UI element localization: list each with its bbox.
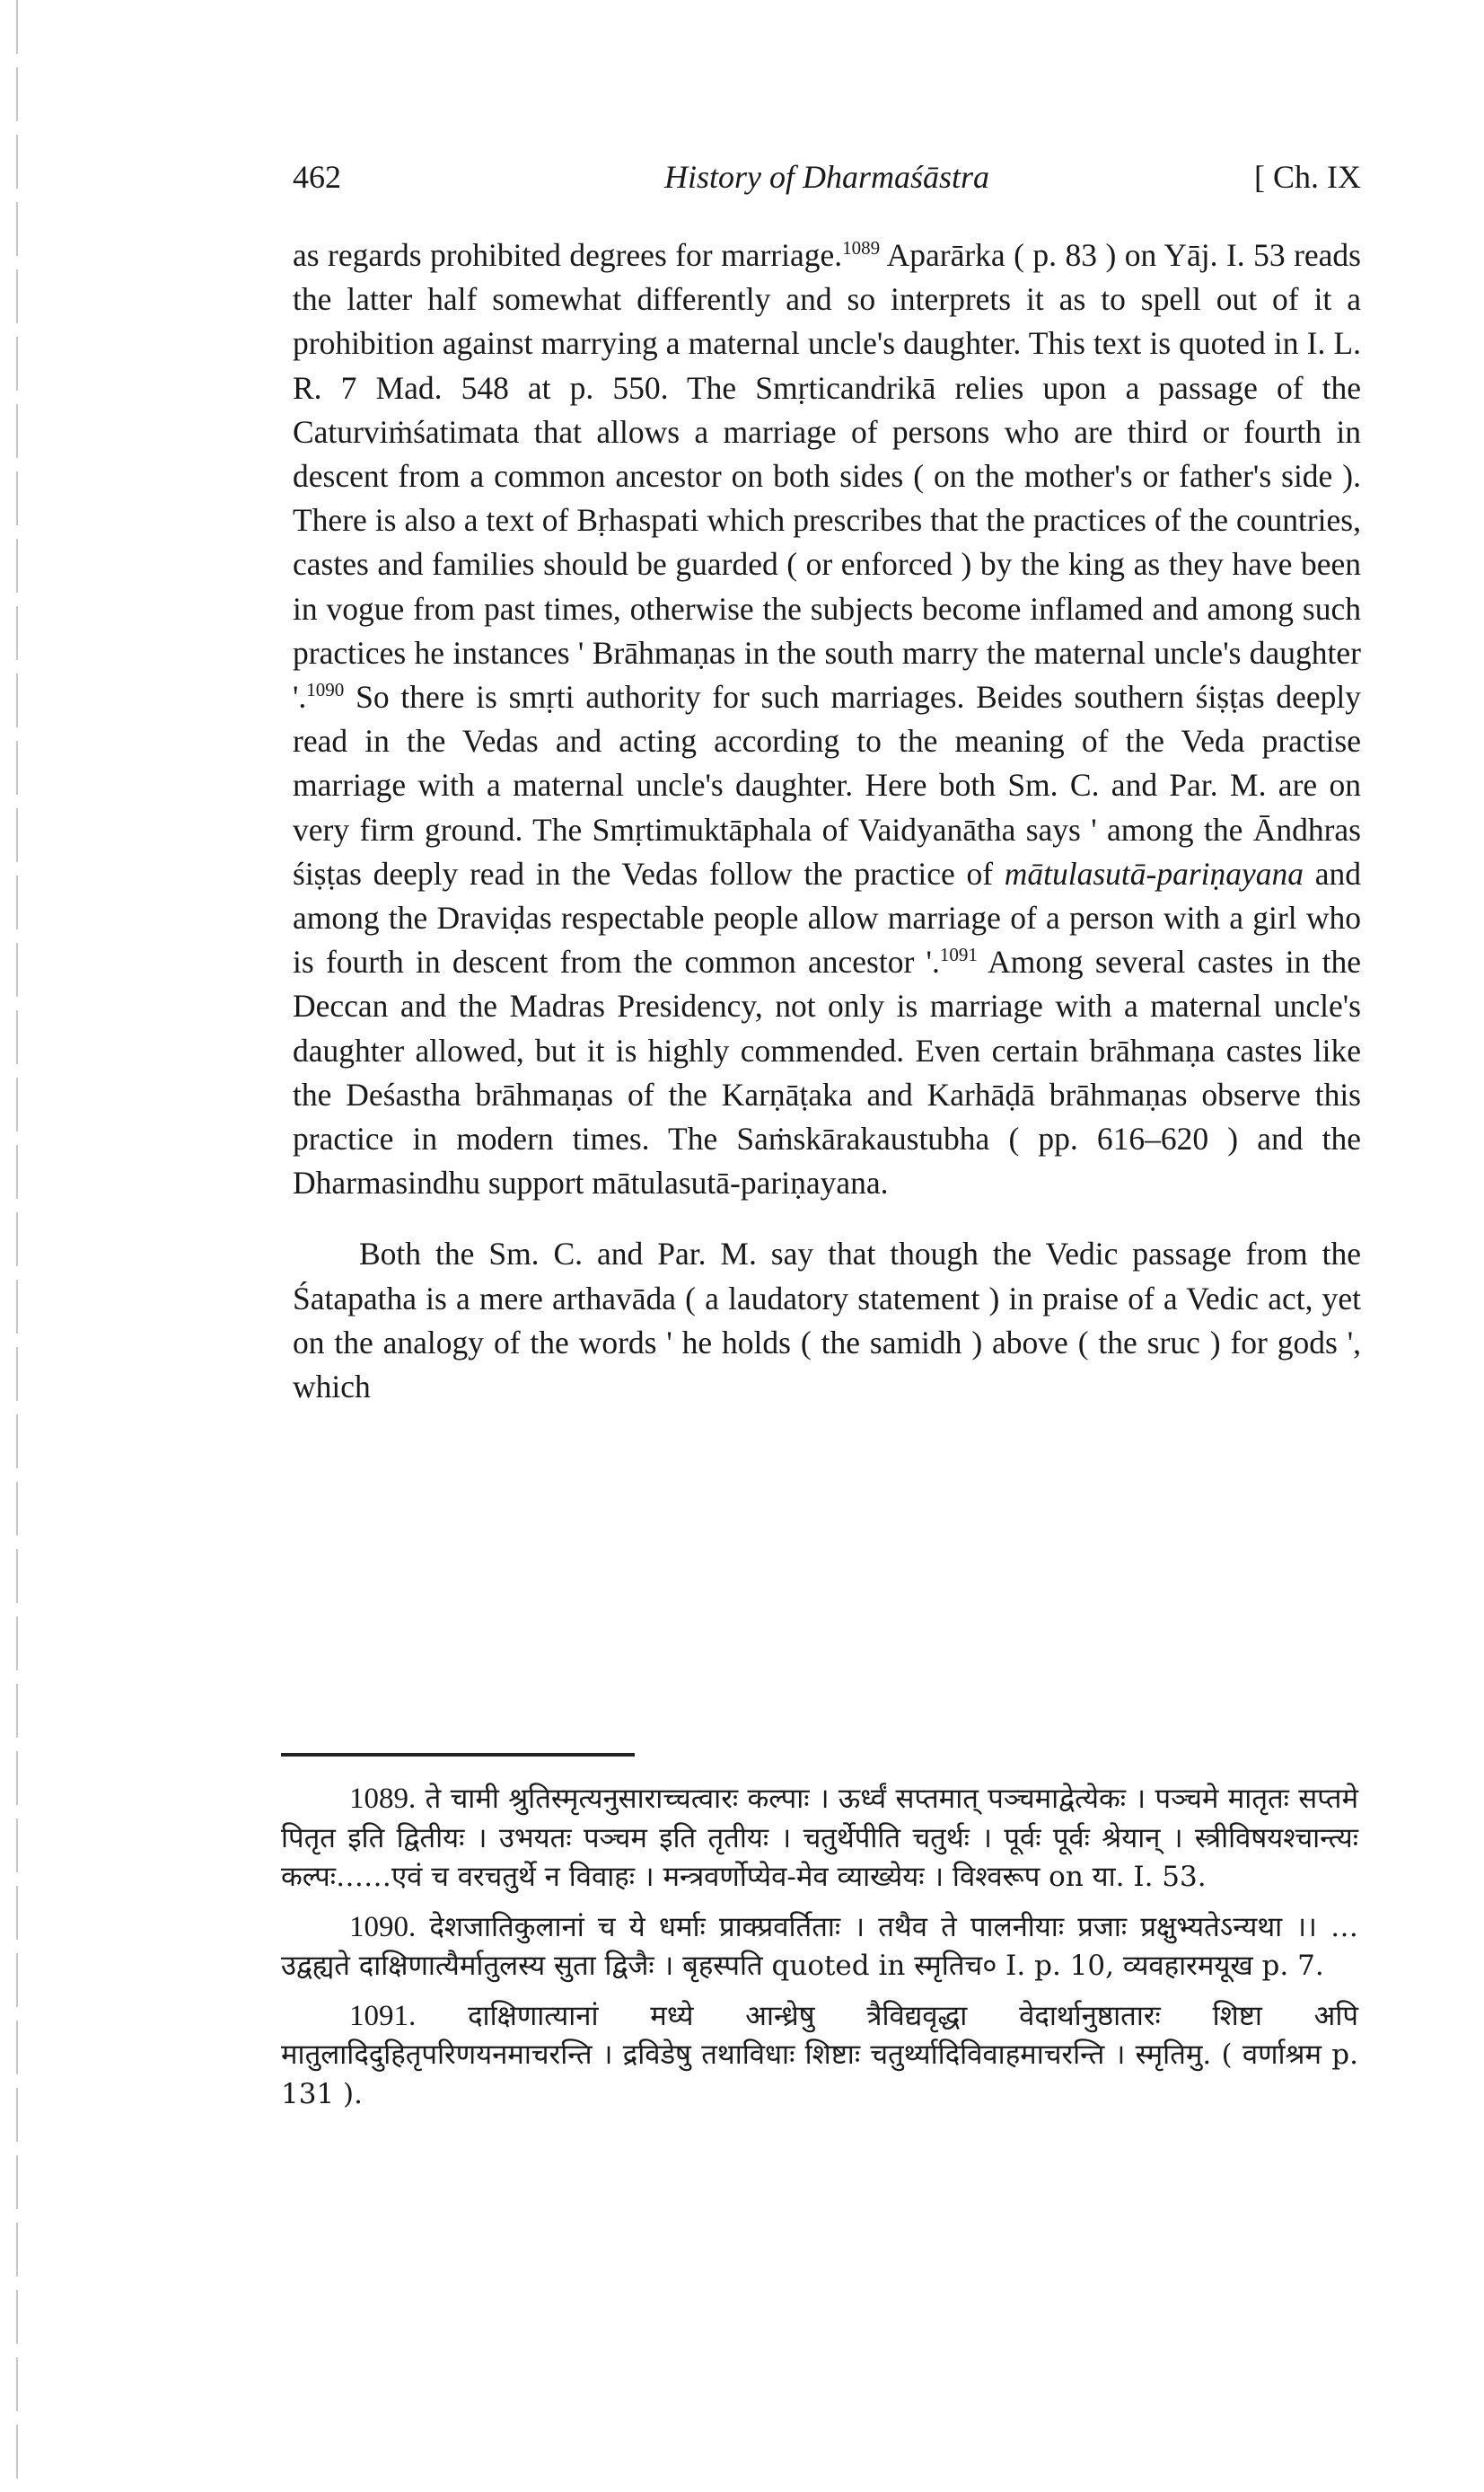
- chapter-reference: [ Ch. IX: [1254, 159, 1361, 195]
- text-run: as regards prohibited degrees for marriage.: [293, 237, 843, 273]
- page-number: 462: [293, 159, 341, 195]
- running-title: History of Dharmaśāstra: [663, 159, 990, 195]
- text-run: Both the Sm. C. and Par. M. say that though the Vedic passage from the Śatapatha is a mere arthavāda ( a laudatory statement ) in praise of a Vedic act, yet on the analogy of the words ' he holds ( the samidh ) above ( the sruc ) for gods ', which: [293, 1236, 1361, 1405]
- footnote: [281, 1908, 1358, 1986]
- footnote-number: 1091.: [349, 1999, 417, 2032]
- text-run: and among the Draviḍas respectable people allow marriage of a person with a girl who is fourth in descent from the common ancestor '.: [293, 855, 1361, 981]
- main-text: [293, 233, 1361, 1409]
- footnote-ref: 1089: [842, 237, 881, 260]
- paragraph: [293, 233, 1361, 1205]
- text-run: Aparārka ( p. 83 ) on Yāj. I. 53 reads the latter half somewhat differently and so interprets it as to spell out of it a prohibition against marrying a maternal uncle's daughter. This text is quoted in I. L. R. 7 Mad. 548 at p. 550. The Smṛticandrikā relies upon a passage of the Caturviṁśatimata that allows a marriage of persons who are third or fourth in descent from a common ancestor on both sides ( on the mother's or father's side ). There is also a text of Bṛhaspati which prescribes that the practices of the countries, castes and families should be guarded ( or enforced ) by the king as they have been in vogue from past times, otherwise the subjects become inflamed and among such practices he instances ' Brāhmaṇas in the south marry the maternal uncle's daughter '.: [293, 237, 1361, 716]
- footnote-divider: [281, 1753, 635, 1757]
- page-header: [293, 158, 1361, 203]
- footnote-ref: 1091: [939, 944, 978, 966]
- footnote-number: 1089.: [349, 1783, 417, 1815]
- text-run: Among several castes in the Deccan and the Madras Presidency, not only is marriage with a maternal uncle's daughter allowed, but it is highly commended. Even certain brāhmaṇa castes like the Deśastha brāhmaṇas of the Karṇāṭaka and Karhāḍā brāhmaṇas observe this practice in modern times. The Saṁskārakaustubha ( pp. 616–620 ) and the Dharmasindhu support mātulasutā-pariṇayana.: [293, 944, 1361, 1202]
- paragraph: [293, 1232, 1361, 1409]
- footnotes: [281, 1780, 1358, 2125]
- scan-edge-line: [16, 0, 18, 2492]
- footnote-number: 1090.: [349, 1910, 417, 1943]
- italic-term: mātulasutā-pariṇayana: [1004, 855, 1304, 892]
- footnote-text: देशजातिकुलानां च ये धर्माः प्राक्प्रवर्तिताः । तथैव ते पालनीयाः प्रजाः प्रक्षुभ्यतेऽन्यथा ।। … उद्वह्यते दाक्षिणात्यैर्मातुलस्य सुता द्विजैः । बृहस्पति quoted in स्मृतिच० I. p. 10, व्यवहारमयूख p. 7.: [281, 1910, 1358, 1982]
- footnote-text: ते चामी श्रुतिस्मृत्यनुसाराच्चत्वारः कल्पाः । ऊर्ध्वं सप्तमात् पञ्चमाद्वेत्येकः । पञ्चमे मातृतः सप्तमे पितृत इति द्वितीयः । उभयतः पञ्चम इति तृतीयः । चतुर्थेपीति चतुर्थः । पूर्वः पूर्वः श्रेयान् । स्त्रीविषयश्चान्त्यः कल्पः……एवं च वरचतुर्थे न विवाहः । मन्त्रवर्णोप्येव-मेव व्याख्येयः । विश्वरूप on या. I. 53.: [281, 1783, 1358, 1893]
- footnote-text: दाक्षिणात्यानां मध्ये आन्ध्रेषु त्रैविद्यवृद्धा वेदार्थानुष्ठातारः शिष्टा अपि मातुलादिदुहितृपरिणयनमाचरन्ति । द्रविडेषु तथाविधाः शिष्टाः चतुर्थ्यादिविवाहमाचरन्ति । स्मृतिमु. ( वर्णाश्रम p. 131 ).: [281, 1999, 1359, 2110]
- footnote-ref: 1090: [306, 679, 345, 701]
- text-run: So there is smṛti authority for such marriages. Beides southern śiṣṭas deeply read in the Vedas and acting according to the meaning of the Veda practise marriage with a maternal uncle's daughter. Here both Sm. C. and Par. M. are on very firm ground. The Smṛtimuktāphala of Vaidyanātha says ' among the Āndhras śiṣṭas deeply read in the Vedas follow the practice of: [293, 679, 1361, 892]
- footnote: [281, 1997, 1358, 2115]
- footnote: [281, 1780, 1358, 1898]
